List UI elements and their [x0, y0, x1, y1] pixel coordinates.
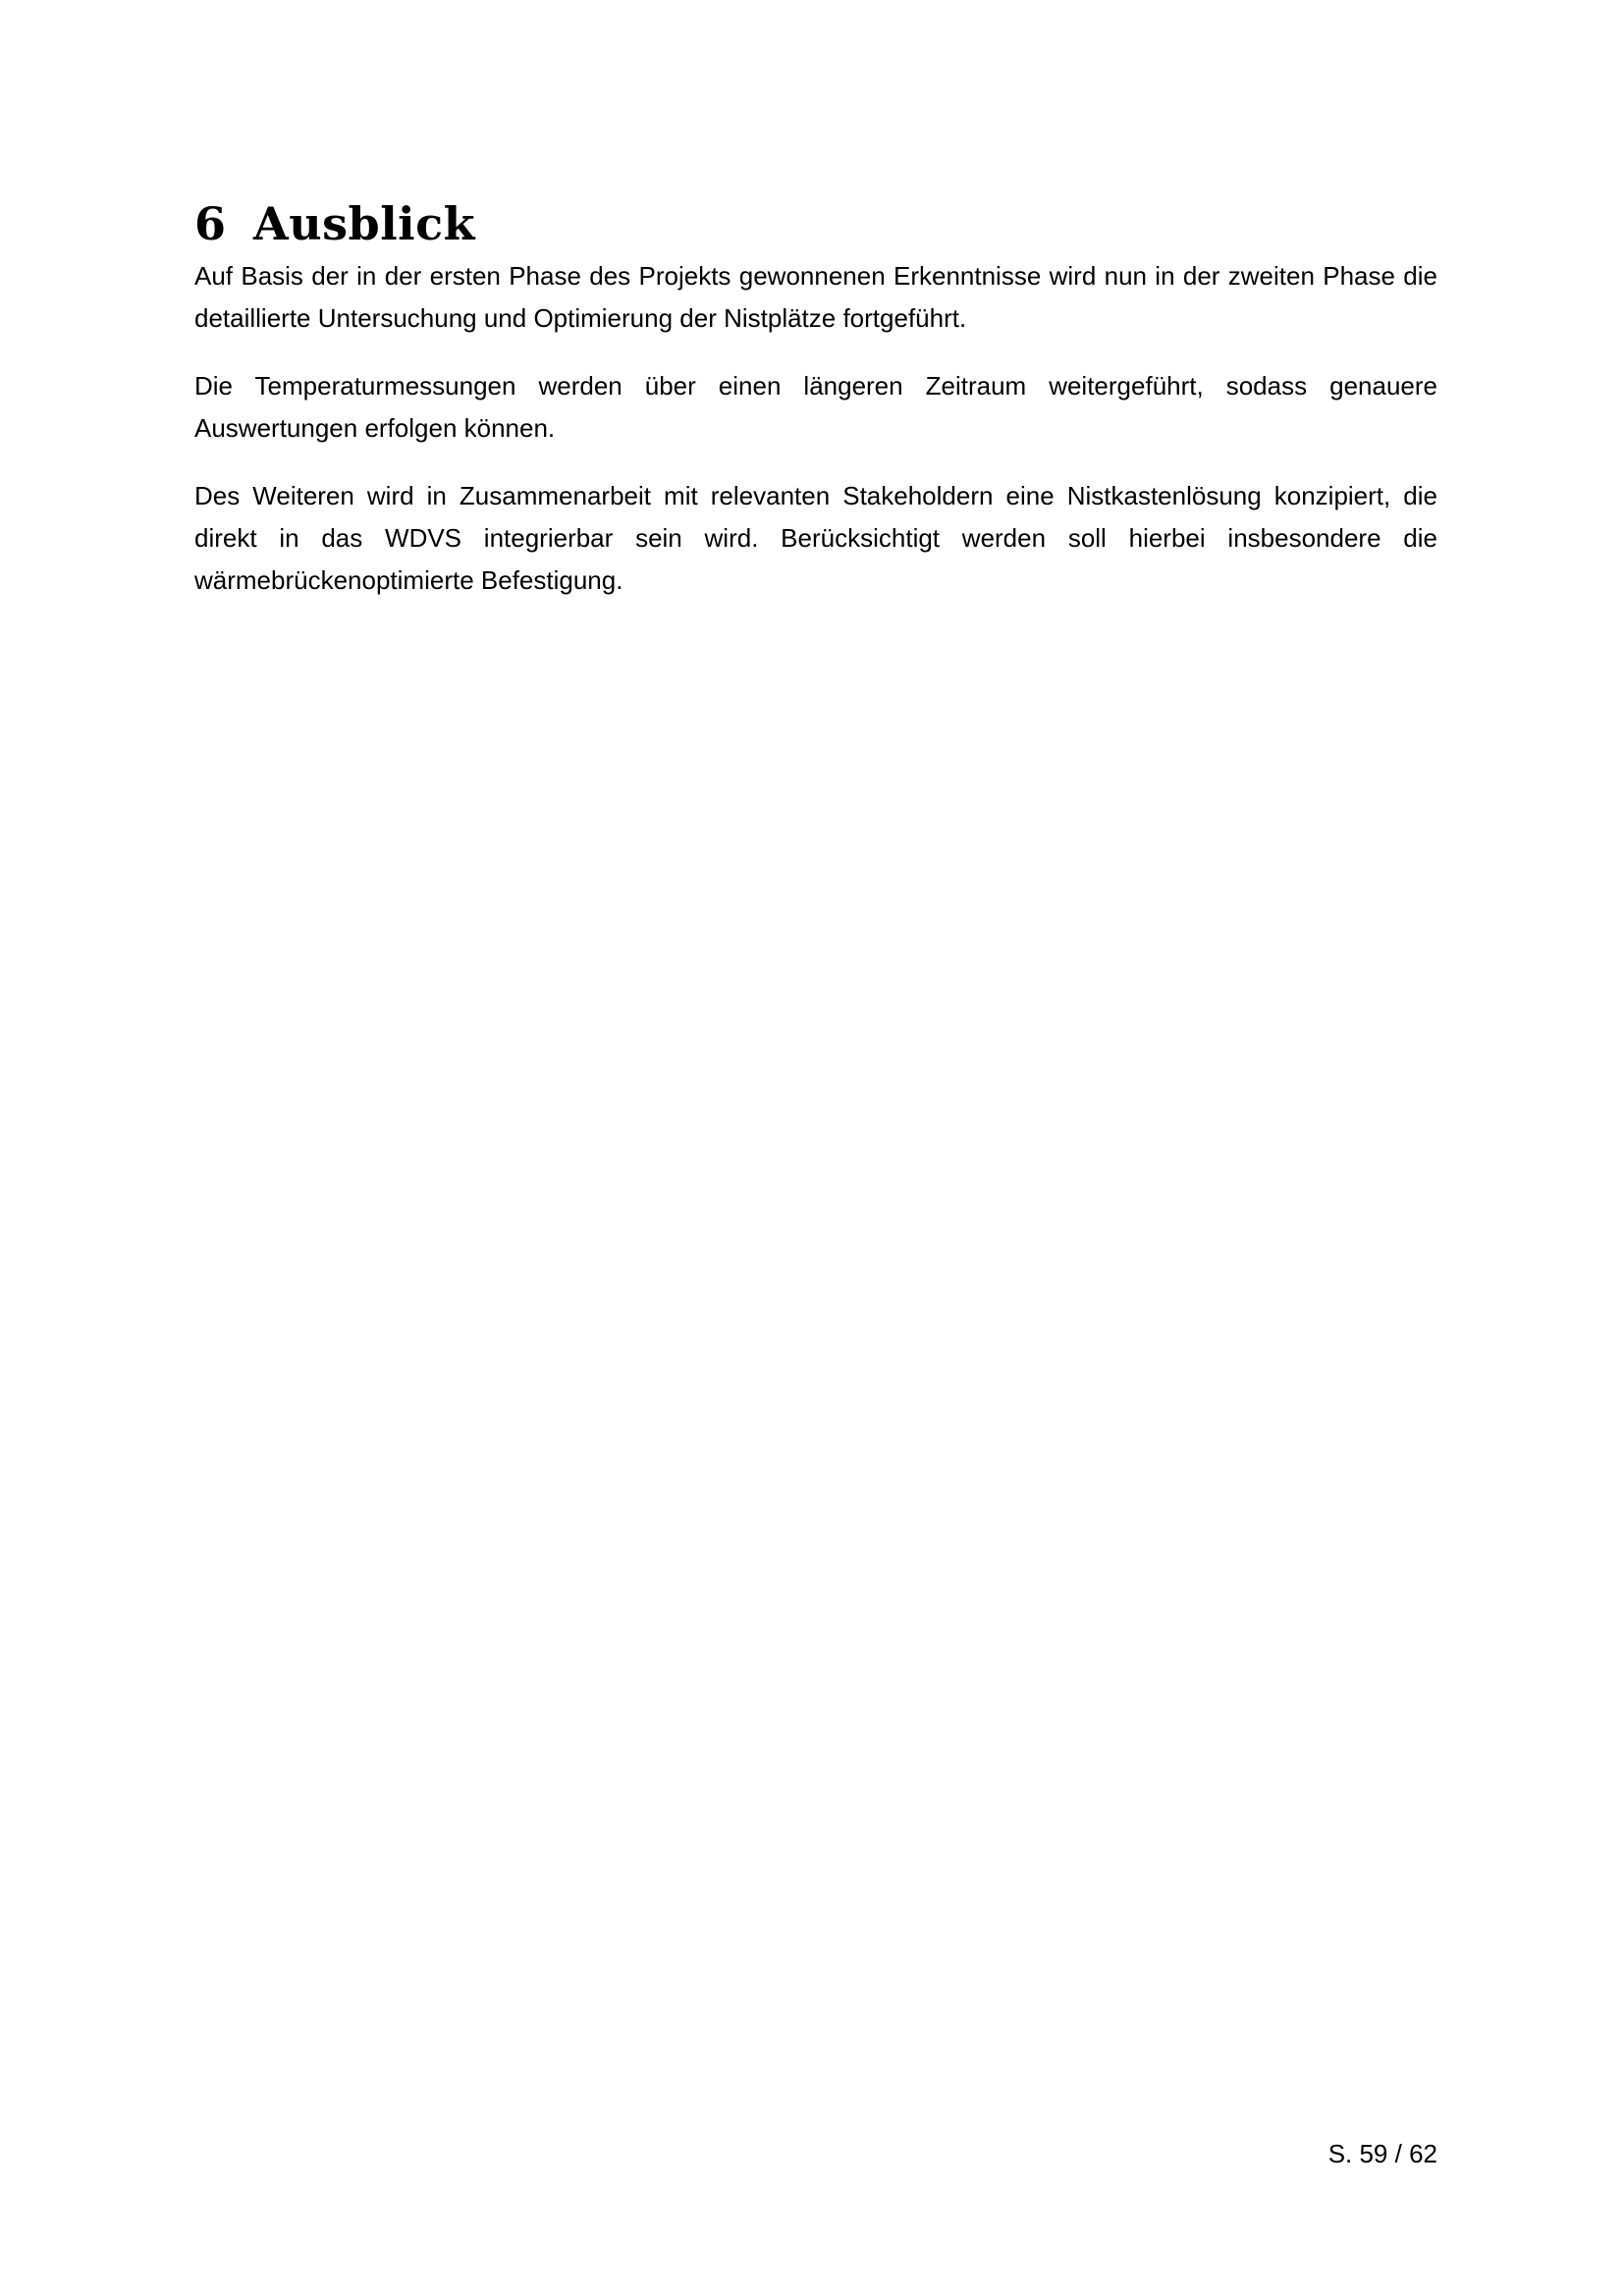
section-heading: [194, 192, 1437, 255]
page-number: S. 59 / 62: [1327, 2139, 1437, 2168]
section-number: 6: [194, 197, 227, 250]
page-content: [194, 192, 1437, 627]
paragraph-3: Des Weiteren wird in Zusammenarbeit mit relevanten Stakeholdern eine Nistkastenlösung konzipiert, die direkt in das WDVS integrierbar sein wird. Berücksichtigt werden soll hierbei insbesondere die wärmebrückenoptimierte Befestigung.: [194, 481, 1437, 595]
section-title: Ausblick: [253, 197, 476, 250]
paragraph-1: Auf Basis der in der ersten Phase des Projekts gewonnenen Erkenntnisse wird nun in der zweiten Phase die detaillierte Untersuchung und Optimierung der Nistplätze fortgeführt.: [194, 261, 1437, 333]
paragraph-2: Die Temperaturmessungen werden über einen längeren Zeitraum weitergeführt, sodass genauere Auswertungen erfolgen können.: [194, 371, 1437, 443]
